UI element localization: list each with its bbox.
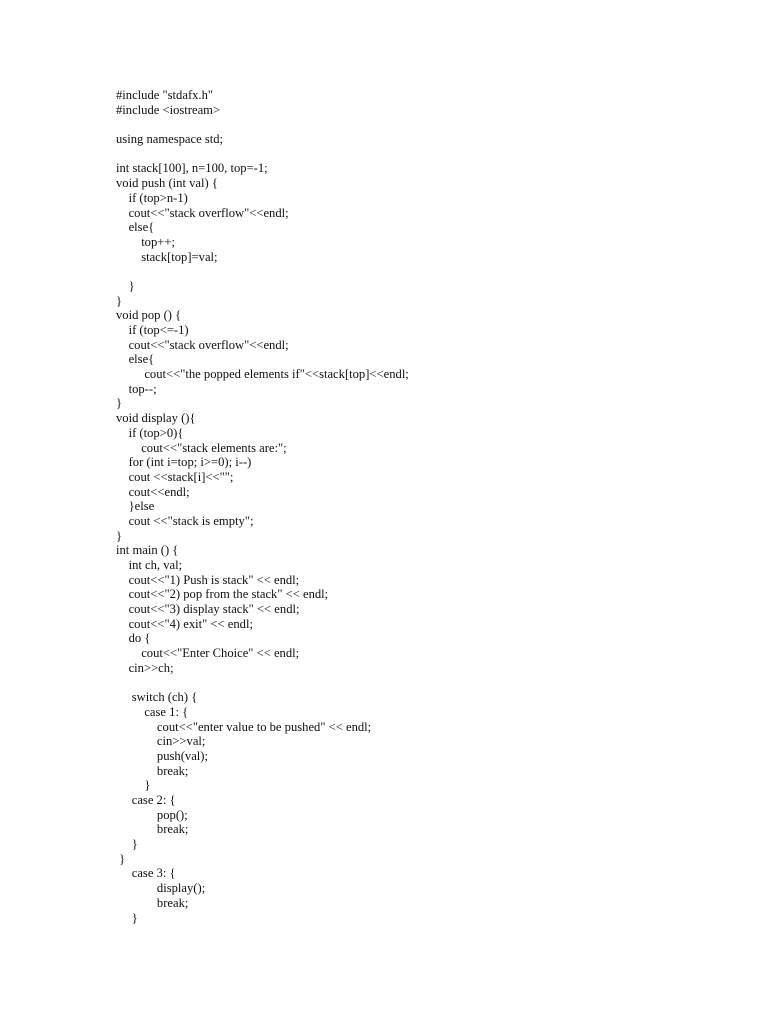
- code-line: }: [116, 528, 123, 543]
- code-line: int stack[100], n=100, top=-1;: [116, 161, 268, 176]
- code-line: if (top>0){: [116, 425, 184, 440]
- code-listing: [116, 88, 409, 925]
- code-line: cout<<"stack overflow"<<endl;: [116, 205, 289, 220]
- code-line: #include <iostream>: [116, 102, 221, 117]
- code-line: for (int i=top; i>=0); i--): [116, 455, 252, 470]
- code-line: void display (){: [116, 411, 196, 426]
- code-line: cout<<"3) display stack" << endl;: [116, 602, 300, 617]
- code-line: cout<<"enter value to be pushed" << endl;: [116, 719, 372, 734]
- code-line: int main () {: [116, 543, 179, 558]
- code-line: [116, 676, 409, 691]
- code-line: push(val);: [116, 748, 208, 763]
- code-line: switch (ch) {: [116, 690, 198, 705]
- code-line: stack[top]=val;: [116, 249, 218, 264]
- code-line: cout <<"stack is empty";: [116, 513, 254, 528]
- code-line: using namespace std;: [116, 132, 224, 147]
- code-line: }: [116, 778, 151, 793]
- code-line: case 3: {: [116, 866, 176, 881]
- code-line: display();: [116, 881, 206, 896]
- code-line: cout<<"2) pop from the stack" << endl;: [116, 587, 329, 602]
- code-line: }: [116, 396, 123, 411]
- code-line: [116, 117, 409, 132]
- code-line: else{: [116, 220, 155, 235]
- code-line: cout<<"stack elements are:";: [116, 440, 287, 455]
- code-line: [116, 264, 409, 279]
- code-line: }: [116, 851, 126, 866]
- code-line: if (top<=-1): [116, 323, 189, 337]
- code-line: cout <<stack[i]<<"";: [116, 469, 234, 484]
- code-line: cout<<"Enter Choice" << endl;: [116, 646, 300, 661]
- code-line: cout<<"the popped elements if"<<stack[top]<<endl;: [116, 367, 409, 382]
- code-line: do {: [116, 631, 151, 646]
- code-line: break;: [116, 895, 189, 910]
- code-line: top++;: [116, 234, 175, 249]
- code-line: void pop () {: [116, 308, 182, 323]
- code-line: }: [116, 910, 138, 925]
- code-line: else{: [116, 352, 155, 367]
- code-line: }else: [116, 499, 155, 514]
- code-line: cout<<"stack overflow"<<endl;: [116, 337, 289, 352]
- code-line: break;: [116, 763, 189, 778]
- code-line: cin>>ch;: [116, 660, 174, 675]
- code-line: [116, 147, 409, 162]
- code-line: cout<<"1) Push is stack" << endl;: [116, 572, 300, 587]
- code-line: cin>>val;: [116, 734, 206, 749]
- code-line: }: [116, 278, 135, 293]
- code-line: void push (int val) {: [116, 176, 218, 191]
- code-line: cout<<endl;: [116, 484, 190, 499]
- code-line: }: [116, 837, 138, 852]
- code-line: pop();: [116, 807, 188, 822]
- code-line: top--;: [116, 381, 157, 396]
- code-line: case 1: {: [116, 704, 189, 719]
- code-line: if (top>n-1): [116, 190, 188, 205]
- code-line: break;: [116, 822, 189, 837]
- code-line: #include "stdafx.h": [116, 88, 214, 102]
- code-line: int ch, val;: [116, 558, 183, 572]
- code-line: case 2: {: [116, 793, 176, 807]
- code-line: cout<<"4) exit" << endl;: [116, 616, 253, 631]
- code-line: }: [116, 293, 123, 308]
